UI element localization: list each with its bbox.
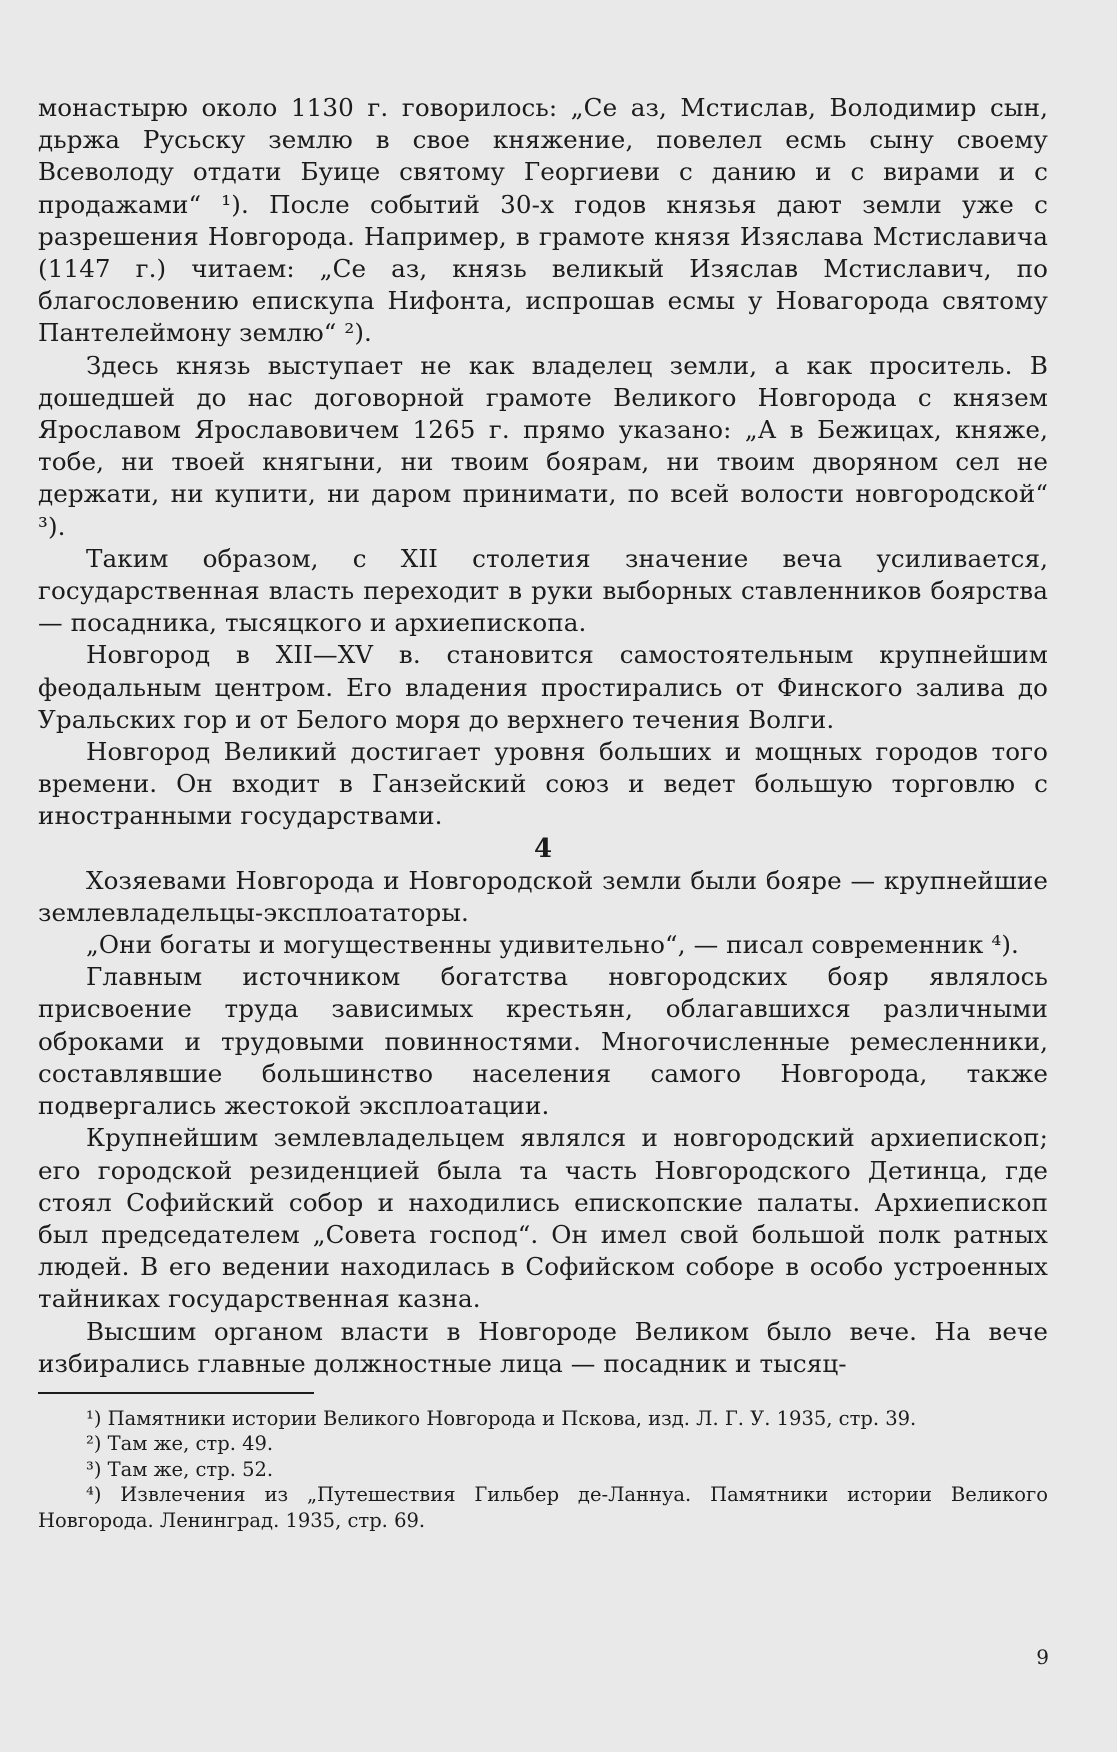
footnotes [38, 1406, 1048, 1534]
paragraph: Новгород в XII—XV в. становится самостоятельным крупнейшим феодальным центром. Его владения простирались от Финского залива до Уральских гор и от Белого моря до верхнего течения Волги. [38, 640, 1048, 734]
footnote-divider [38, 1392, 314, 1394]
paragraph: Хозяевами Новгорода и Новгородской земли были бояре — крупнейшие землевладельцы-эксплоататоры. [38, 865, 1048, 927]
footnote: ³) Там же, стр. 52. [86, 1457, 274, 1481]
paragraph: Новгород Великий достигает уровня больших и мощных городов того времени. Он входит в Ганзейский союз и ведет большую торговлю с иностранными государствами. [38, 737, 1048, 831]
page-text [38, 92, 1048, 1533]
footnote: ²) Там же, стр. 49. [86, 1432, 274, 1456]
paragraph: Крупнейшим землевладельцем являлся и новгородский архиепископ; его городской резиденцией была та часть Новгородского Детинца, где стоял Софийский собор и находились епископские палаты. Архиепископ был председателем „Совета господ“. Он имел свой большой полк ратных людей. В его ведении находилась в Софийском соборе в особо устроенных тайниках государственная казна. [38, 1123, 1048, 1314]
footnote: ¹) Памятники истории Великого Новгорода и Пскова, изд. Л. Г. У. 1935, стр. 39. [86, 1406, 917, 1430]
paragraph: Главным источником богатства новгородских бояр являлось присвоение труда зависимых крестьян, облагавшихся различными оброками и трудовыми повинностями. Многочисленные ремесленники, составлявшие большинство населения самого Новгорода, также подвергались жестокой эксплоатации. [38, 962, 1048, 1121]
paragraph: Здесь князь выступает не как владелец земли, а как проситель. В дошедшей до нас договорной грамоте Великого Новгорода с князем Ярославом Ярославовичем 1265 г. прямо указано: „А в Бежицах, княже, тобе, ни твоей княгыни, ни твоим боярам, ни твоим дворяном сел не держати, ни купити, ни даром принимати, по всей волости новгородской“ ³). [38, 350, 1048, 541]
footnote: ⁴) Извлечения из „Путешествия Гильбер де-Ланнуа. Памятники истории Великого Новгорода. Ленинград. 1935, стр. 69. [38, 1483, 1048, 1532]
page-number: 9 [1036, 1645, 1049, 1669]
paragraph: Таким образом, с XII столетия значение веча усиливается, государственная власть переходит в руки выборных ставленников боярства — посадника, тысяцкого и архиепископа. [38, 543, 1048, 638]
paragraph: Высшим органом власти в Новгороде Великом было вече. На вече избирались главные должностные лица — посадник и тысяц- [38, 1316, 1048, 1378]
paragraph: монастырю около 1130 г. говорилось: „Се аз, Мстислав, Володимир сын, дьржа Русьску землю в свое княжение, повелел есмь сыну своему Всеволоду отдати Буице святому Георгиеви с данию и с вирами и с продажами“ ¹). После событий 30-х годов князья дают земли уже с разрешения Новгорода. Например, в грамоте князя Изяслава Мстиславича (1147 г.) читаем: „Се аз, князь великый Изяслав Мстиславич, по благословению епискупа Нифонта, испрошав есмы у Новагорода святому Пантелеймону землю“ ²). [38, 93, 1048, 348]
paragraph: „Они богаты и могущественны удивительно“, — писал современник ⁴). [86, 930, 1019, 960]
section-number: 4 [533, 833, 553, 864]
